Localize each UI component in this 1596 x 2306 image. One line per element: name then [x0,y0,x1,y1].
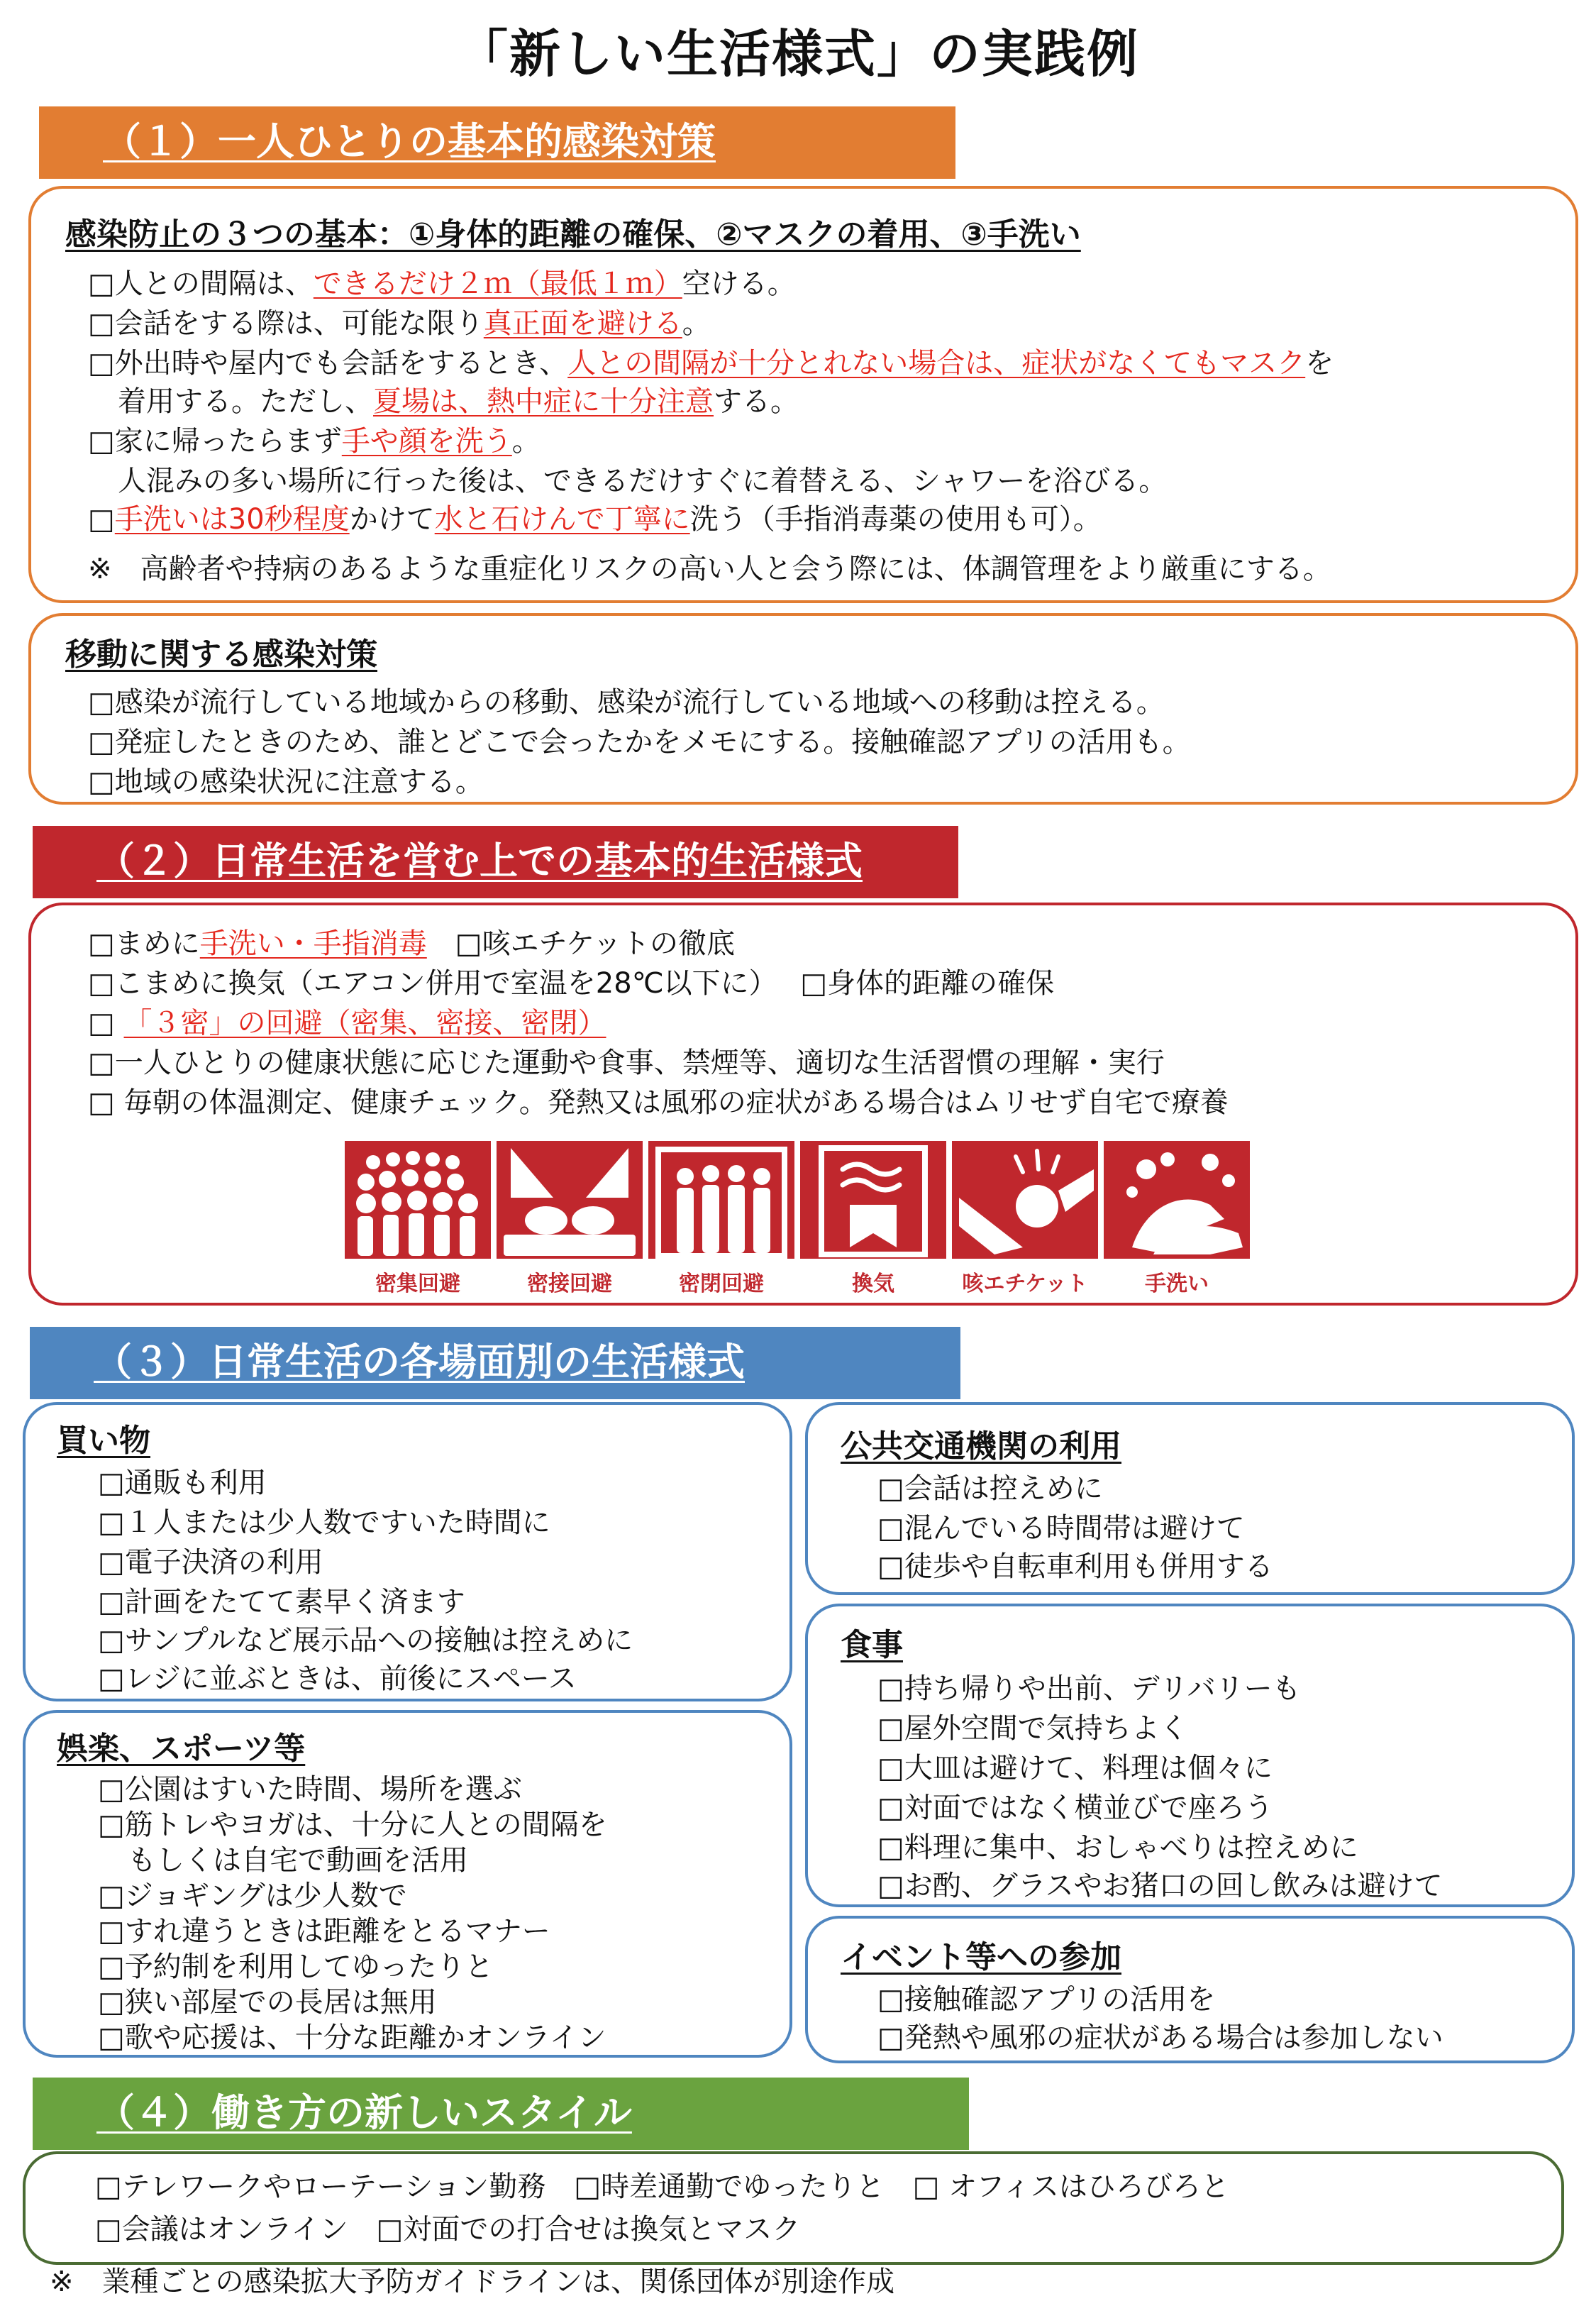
leisure-line: もしくは自宅で動画を活用 [128,1844,468,1877]
leisure-line: □公園はすいた時間、場所を選ぶ [98,1773,522,1806]
travel-line: □地域の感染状況に注意する。 [88,766,484,798]
transit-box [805,1402,1575,1595]
daily-line-3: □ 「３密」の回避（密集、密接、密閉） [88,1007,606,1039]
section-1-header [39,106,955,179]
daily-line-5: □ 毎朝の体温測定、健康チェック。発熱又は風邪の症状がある場合はムリせず自宅で療養 [88,1086,1229,1119]
daily-line-2: □こまめに換気（エアコン併用で室温を28℃以下に） □身体的距離の確保 [88,967,1055,1000]
section-3-header [30,1327,960,1399]
shopping-line: □電子決済の利用 [98,1546,323,1579]
crowd-icon [345,1141,491,1259]
pictogram-label: 咳エチケット [962,1271,1088,1296]
pictogram-label: 密接回避 [527,1271,612,1296]
meals-line: □大皿は避けて、料理は個々に [877,1752,1273,1784]
work-line-2: □会議はオンライン □対面での打合せは換気とマスク [95,2213,801,2246]
daily-line-1: □まめに手洗い・手指消毒 □咳エチケットの徹底 [88,927,735,960]
shopping-line: □レジに並ぶときは、前後にスペース [98,1662,577,1695]
section-1-basics-box [28,186,1578,603]
transit-heading: 公共交通機関の利用 [841,1428,1121,1464]
basics-line-7: □手洗いは30秒程度かけて水と石けんで丁寧に洗う（手指消毒薬の使用も可）。 [88,503,1102,536]
shopping-box [23,1402,792,1701]
leisure-line: □予約制を利用してゆったりと [98,1951,494,1983]
meals-line: □料理に集中、おしゃべりは控えめに [877,1831,1358,1864]
leisure-box [23,1710,792,2058]
close-contact-icon [497,1141,643,1259]
daily-line-4: □一人ひとりの健康状態に応じた運動や食事、禁煙等、適切な生活習慣の理解・実行 [88,1047,1165,1079]
leisure-heading: 娯楽、スポーツ等 [57,1731,306,1767]
cough-etiquette-icon [952,1141,1098,1259]
pictogram-label: 換気 [852,1271,894,1296]
basics-line-2: □会話をする際は、可能な限り真正面を避ける。 [88,307,711,340]
meals-line: □屋外空間で気持ちよく [877,1712,1188,1745]
meals-heading: 食事 [841,1627,903,1663]
leisure-line: □筋トレやヨガは、十分に人との間隔を [98,1809,607,1841]
pictogram-label: 密集回避 [375,1271,460,1296]
shopping-line: □１人または少人数ですいた時間に [98,1506,550,1539]
basics-line-3: □外出時や屋内でも会話をするとき、人との間隔が十分とれない場合は、症状がなくてもマスクを [88,347,1334,380]
section-2-title: （２）日常生活を営む上での基本的生活様式 [96,839,863,883]
leisure-line: □狭い部屋での長居は無用 [98,1986,437,2019]
shopping-line: □計画をたてて素早く済ます [98,1586,465,1618]
transit-line: □会話は控えめに [877,1472,1103,1505]
page-title: 「新しい生活様式」の実践例 [456,24,1139,84]
leisure-line: □歌や応援は、十分な距離かオンライン [98,2021,606,2054]
section-4-box [23,2151,1564,2265]
meals-box [805,1604,1575,1907]
shopping-line: □通販も利用 [98,1467,267,1499]
meals-line: □持ち帰りや出前、デリバリーも [877,1672,1301,1705]
events-heading: イベント等への参加 [841,1939,1121,1975]
section-1-title: （１）一人ひとりの基本的感染対策 [103,119,716,164]
transit-line: □徒歩や自転車利用も併用する [877,1550,1273,1583]
meals-line: □対面ではなく横並びで座ろう [877,1792,1273,1824]
events-line: □接触確認アプリの活用を [877,1983,1216,2016]
travel-line: □感染が流行している地域からの移動、感染が流行している地域への移動は控える。 [88,686,1165,719]
transit-line: □混んでいる時間帯は避けて [877,1512,1245,1545]
basics-line-6: 人混みの多い場所に行った後は、できるだけすぐに着替える、シャワーを浴びる。 [118,465,1168,497]
handwashing-icon [1104,1141,1250,1259]
meals-line: □お酌、グラスやお猪口の回し飲みは避けて [877,1870,1443,1902]
basics-line-4: 着用する。ただし、夏場は、熱中症に十分注意する。 [118,385,799,418]
work-line-1: □テレワークやローテーション勤務 □時差通勤でゆったりと □ オフィスはひろびろと [95,2170,1229,2203]
basics-heading: 感染防止の３つの基本：①身体的距離の確保、②マスクの着用、③手洗い [65,216,1081,253]
leisure-line: □すれ違うときは距離をとるマナー [98,1915,550,1948]
section-1-travel-box [28,613,1578,805]
closed-space-icon [648,1141,794,1259]
footnote: ※ 業種ごとの感染拡大予防ガイドラインは、関係団体が別途作成 [50,2266,895,2298]
basics-note: ※ 高齢者や持病のあるような重症化リスクの高い人と会う際には、体調管理をより厳重にする。 [88,553,1331,585]
section-3-title: （３）日常生活の各場面別の生活様式 [94,1340,745,1384]
section-4-header [33,2078,969,2150]
section-2-header [33,826,958,898]
basics-line-1: □人との間隔は、できるだけ２ｍ（最低１ｍ）空ける。 [88,267,796,300]
basics-line-5: □家に帰ったらまず手や顔を洗う。 [88,425,541,458]
shopping-heading: 買い物 [57,1423,150,1459]
pictogram-label: 手洗い [1145,1271,1209,1296]
travel-line: □発症したときのため、誰とどこで会ったかをメモにする。接触確認アプリの活用も。 [88,726,1191,758]
ventilation-icon [800,1141,946,1259]
events-box [805,1916,1575,2063]
section-2-box [28,903,1578,1306]
shopping-line: □サンプルなど展示品への接触は控えめに [98,1624,633,1657]
section-4-title: （４）働き方の新しいスタイル [96,2090,632,2135]
leisure-line: □ジョギングは少人数で [98,1880,407,1912]
travel-heading: 移動に関する感染対策 [65,636,377,673]
pictogram-label: 密閉回避 [679,1271,764,1296]
events-line: □発熱や風邪の症状がある場合は参加しない [877,2021,1443,2054]
